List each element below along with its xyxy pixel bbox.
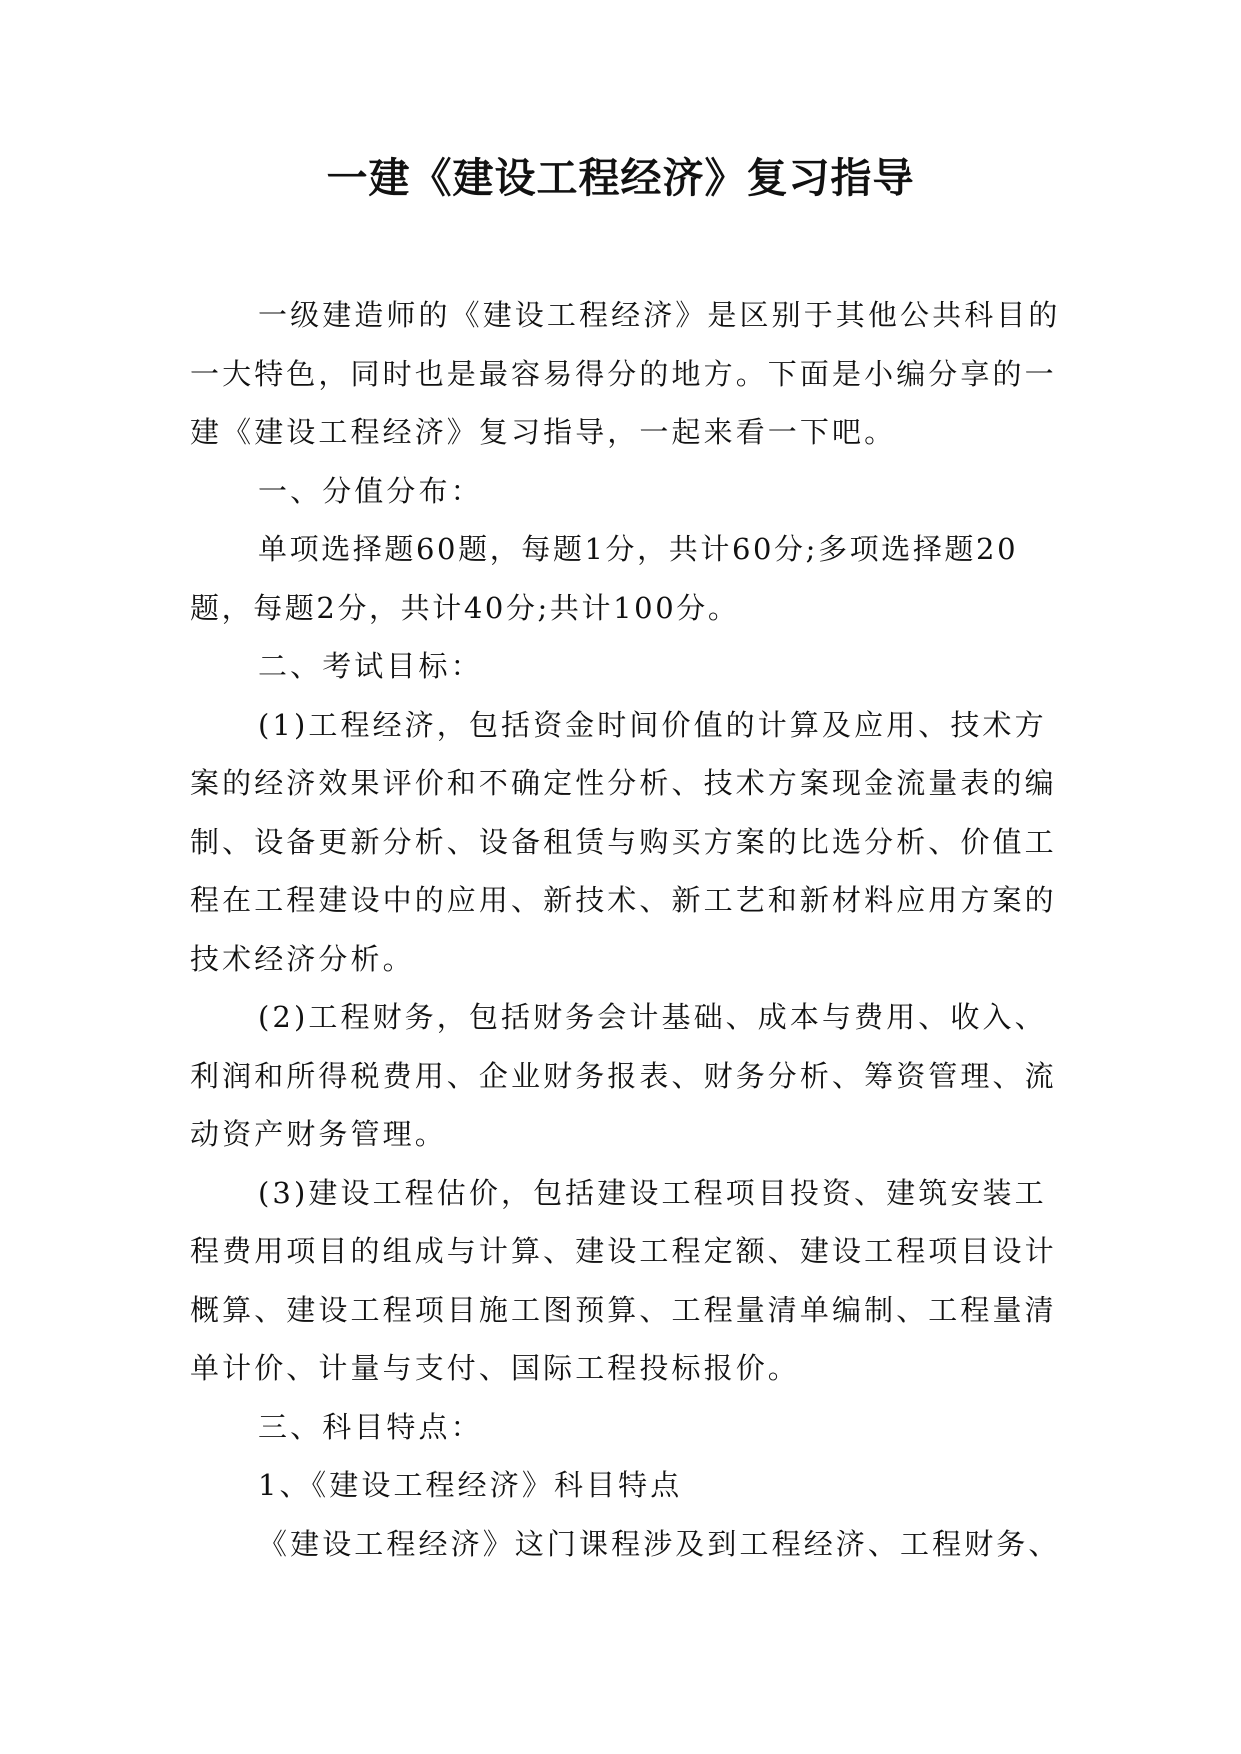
document-body	[190, 286, 1070, 1573]
intro-paragraph: 一级建造师的《建设工程经济》是区别于其他公共科目的一大特色，同时也是最容易得分的地方。下面是小编分享的一建《建设工程经济》复习指导，一起来看一下吧。	[190, 298, 1061, 449]
subheading-feature-1: 1、《建设工程经济》科目特点	[258, 1468, 683, 1502]
feature-paragraph: 《建设工程经济》这门课程涉及到工程经济、工程财务、	[258, 1526, 1061, 1561]
section-heading-goals: 二、考试目标：	[258, 649, 483, 683]
goal-paragraph-1: (1)工程经济，包括资金时间价值的计算及应用、技术方案的经济效果评价和不确定性分析、技术方案现金流量表的编制、设备更新分析、设备租赁与购买方案的比选分析、价值工程在工程建设中的应用、新技术、新工艺和新材料应用方案的技术经济分析。	[190, 707, 1057, 976]
document-title: 一建《建设工程经济》复习指导	[326, 154, 915, 202]
section-heading-score: 一、分值分布：	[258, 473, 483, 508]
score-paragraph: 单项选择题60题，每题1分，共计60分;多项选择题20题，每题2分，共计40分;共计100分。	[190, 532, 1019, 625]
section-heading-features: 三、科目特点：	[258, 1409, 483, 1444]
goal-paragraph-2: (2)工程财务，包括财务会计基础、成本与费用、收入、利润和所得税费用、企业财务报表、财务分析、筹资管理、流动资产财务管理。	[190, 1000, 1057, 1151]
goal-paragraph-3: (3)建设工程估价，包括建设工程项目投资、建筑安装工程费用项目的组成与计算、建设工程定额、建设工程项目设计概算、建设工程项目施工图预算、工程量清单编制、工程量清单计价、计量与支付、国际工程投标报价。	[190, 1175, 1057, 1385]
